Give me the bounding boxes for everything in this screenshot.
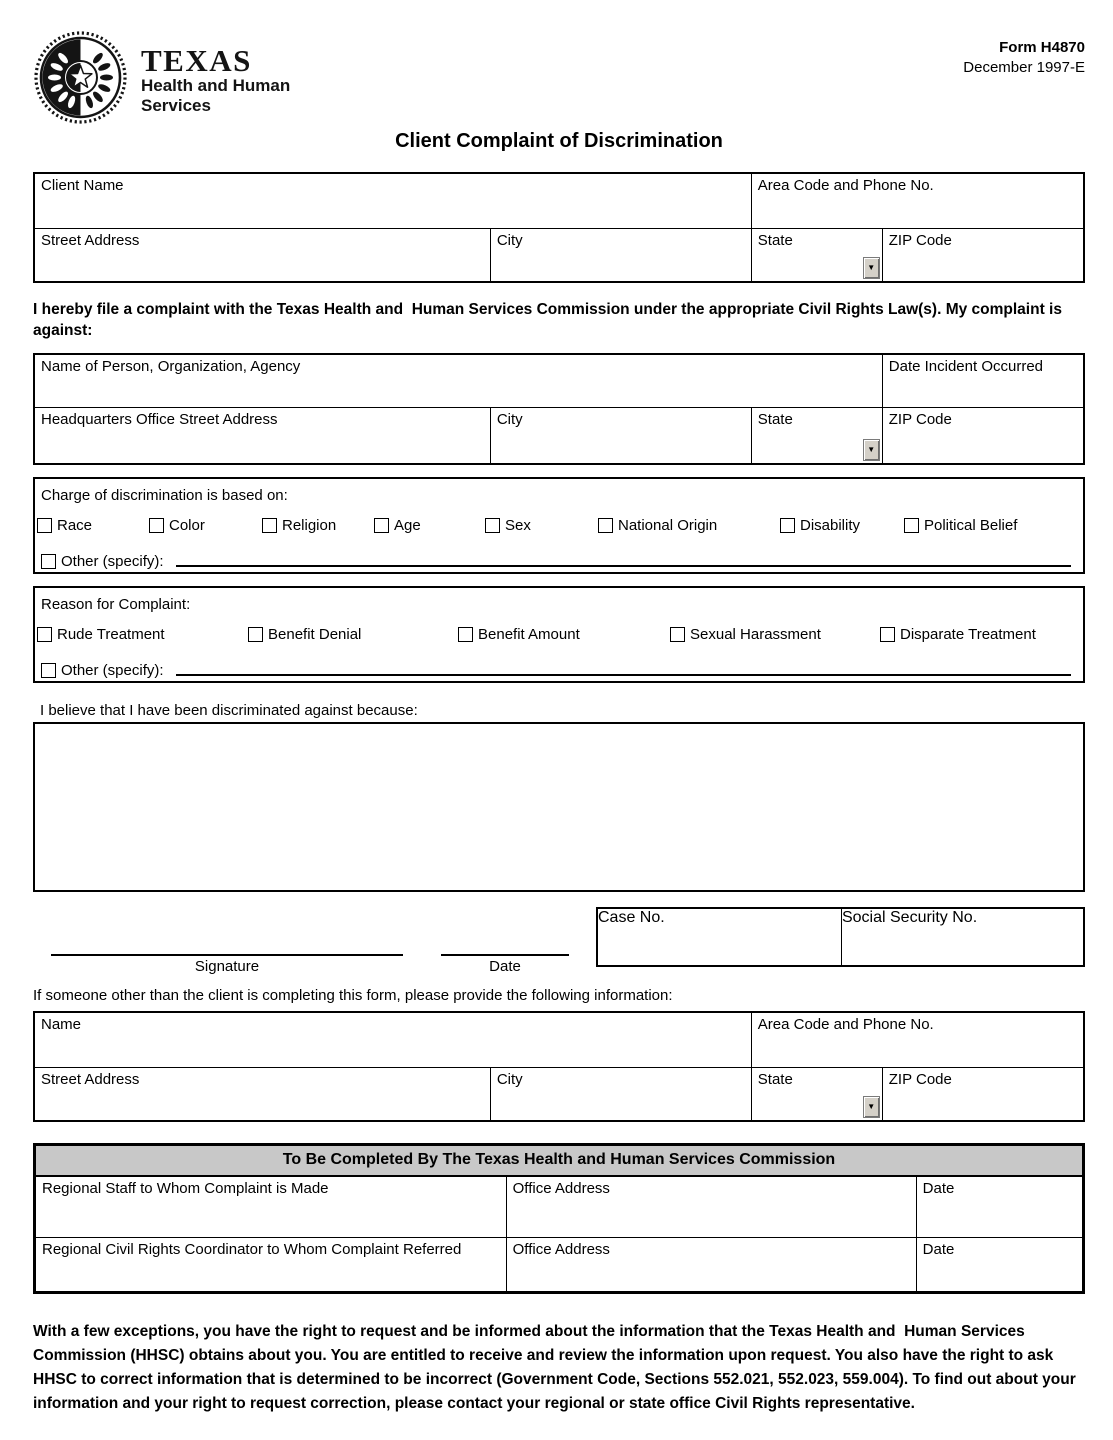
charge-other-label: Other (specify): [61, 553, 164, 571]
preparer-info-table [33, 1011, 1085, 1122]
preparer-state-dropdown-button[interactable] [863, 1096, 880, 1118]
rude-treatment-label: Rude Treatment [57, 625, 165, 643]
preparer-name-label: Name [41, 1015, 82, 1033]
logo-subtext-1: Health and Human [141, 76, 291, 95]
signature-row [33, 902, 1085, 975]
signature-label: Signature [194, 957, 260, 975]
respondent-state-dropdown-button[interactable] [863, 439, 880, 461]
reason-section-title: Reason for Complaint: [41, 595, 191, 613]
office-date-1-label: Date [922, 1179, 955, 1197]
date-block [441, 954, 569, 975]
client-info-table [33, 172, 1085, 283]
office-date-2-field[interactable] [916, 1237, 1082, 1291]
benefit-denial-checkbox[interactable] [248, 627, 263, 642]
religion-checkbox[interactable] [262, 518, 277, 533]
logo-subtext-2: Services [141, 96, 211, 116]
office-date-1-field[interactable] [916, 1177, 1082, 1237]
office-use-header: To Be Completed By The Texas Health and Human Services Commission [36, 1146, 1082, 1177]
form-header [33, 30, 1085, 125]
complaint-statement: I hereby file a complaint with the Texas Health and Human Services Commission under the appropriate Civil Rights Law(s). My complaint is against: [33, 301, 1067, 339]
client-state-dropdown-button[interactable] [863, 257, 880, 279]
reason-other-checkbox[interactable] [41, 663, 56, 678]
privacy-notice: With a few exceptions, you have the right to request and be informed about the information that the Texas Health and Human Services Commission (HHSC) obtains about you. You are entitled to receive and review the information upon request. You also have the right to ask HHSC to correct information that is determined to be incorrect (Government Code, Sections 552.021, 552.023, 559.004). To find out about your information and your right to request correction, please contact your regional or state office Civil Rights representative. [33, 1322, 1081, 1412]
color-checkbox[interactable] [149, 518, 164, 533]
form-meta [963, 30, 1085, 125]
race-label: Race [57, 516, 93, 534]
preparer-zip-field[interactable] [882, 1067, 1083, 1120]
page-title: Client Complaint of Discrimination [395, 130, 723, 152]
date-label: Date [489, 957, 521, 975]
client-zip-label: ZIP Code [888, 232, 952, 249]
preparer-intro: If someone other than the client is completing this form, please provide the following information: [33, 986, 673, 1004]
religion-label: Religion [282, 516, 337, 534]
respondent-street-field[interactable] [35, 407, 490, 463]
age-checkbox[interactable] [374, 518, 389, 533]
case-no-field[interactable] [598, 909, 841, 965]
charge-other-input-line[interactable] [176, 550, 1071, 567]
sex-checkbox[interactable] [485, 518, 500, 533]
reason-other-input-line[interactable] [176, 659, 1071, 676]
rude-treatment-checkbox[interactable] [37, 627, 52, 642]
disparate-treatment-checkbox[interactable] [880, 627, 895, 642]
respondent-zip-label: ZIP Code [888, 410, 952, 428]
reason-section [33, 586, 1085, 683]
date-incident-field[interactable] [882, 355, 1083, 407]
office-address-2-label: Office Address [512, 1240, 610, 1258]
logo-texas-text: TEXAS [141, 43, 252, 78]
charge-section [33, 477, 1085, 574]
respondent-street-label: Headquarters Office Street Address [41, 410, 278, 428]
client-phone-label: Area Code and Phone No. [757, 177, 934, 194]
ssn-field[interactable] [841, 909, 1083, 965]
preparer-city-label: City [496, 1070, 523, 1088]
benefit-denial-label: Benefit Denial [268, 625, 362, 643]
respondent-name-field[interactable] [35, 355, 882, 407]
disparate-treatment-label: Disparate Treatment [900, 625, 1036, 643]
office-use-table [33, 1143, 1085, 1294]
office-address-2-field[interactable] [506, 1237, 916, 1291]
client-state-field[interactable] [751, 228, 882, 281]
statement-textarea[interactable] [33, 722, 1085, 892]
color-label: Color [169, 516, 205, 534]
respondent-name-label: Name of Person, Organization, Agency [41, 357, 301, 375]
office-address-1-field[interactable] [506, 1177, 916, 1237]
client-city-field[interactable] [490, 228, 751, 281]
office-date-2-label: Date [922, 1240, 955, 1258]
charge-section-title: Charge of discrimination is based on: [41, 486, 288, 504]
signature-block [51, 954, 403, 975]
client-name-label: Client Name [41, 177, 124, 194]
client-state-label: State [757, 232, 793, 249]
preparer-phone-field[interactable] [751, 1013, 1083, 1067]
client-name-field[interactable] [35, 174, 751, 228]
disability-label: Disability [800, 516, 861, 534]
reason-other-label: Other (specify): [61, 662, 164, 680]
client-city-label: City [496, 232, 523, 249]
client-phone-field[interactable] [751, 174, 1083, 228]
national-origin-label: National Origin [618, 516, 718, 534]
political-belief-checkbox[interactable] [904, 518, 919, 533]
preparer-city-field[interactable] [490, 1067, 751, 1120]
respondent-zip-field[interactable] [882, 407, 1083, 463]
civil-rights-coordinator-field[interactable] [36, 1237, 506, 1291]
form-date: December 1997-E [963, 59, 1085, 77]
respondent-state-label: State [757, 410, 793, 428]
client-zip-field[interactable] [882, 228, 1083, 281]
case-table [596, 907, 1085, 967]
regional-staff-field[interactable] [36, 1177, 506, 1237]
civil-rights-coordinator-label: Regional Civil Rights Coordinator to Whom Complaint Referred [42, 1240, 462, 1258]
reason-options-row [35, 626, 1083, 646]
office-address-1-label: Office Address [512, 1179, 610, 1197]
preparer-state-field[interactable] [751, 1067, 882, 1120]
sexual-harassment-label: Sexual Harassment [690, 625, 821, 643]
ssn-label: Social Security No. [841, 908, 978, 926]
preparer-name-field[interactable] [35, 1013, 751, 1067]
regional-staff-label: Regional Staff to Whom Complaint is Made [42, 1179, 329, 1197]
benefit-amount-checkbox[interactable] [458, 627, 473, 642]
charge-other-checkbox[interactable] [41, 554, 56, 569]
preparer-state-label: State [757, 1070, 793, 1088]
reason-other-row [35, 659, 1083, 683]
respondent-info-table [33, 353, 1085, 465]
preparer-phone-label: Area Code and Phone No. [757, 1015, 934, 1033]
preparer-zip-label: ZIP Code [888, 1070, 952, 1088]
benefit-amount-label: Benefit Amount [478, 625, 580, 643]
respondent-city-label: City [496, 410, 523, 428]
charge-other-row [35, 550, 1083, 574]
sexual-harassment-checkbox[interactable] [670, 627, 685, 642]
logo-wordmark [141, 30, 290, 125]
national-origin-checkbox[interactable] [598, 518, 613, 533]
form-page [33, 0, 1085, 1416]
texas-hhs-logo [33, 30, 290, 125]
date-incident-label: Date Incident Occurred [888, 357, 1044, 375]
race-checkbox[interactable] [37, 518, 52, 533]
respondent-state-field[interactable] [751, 407, 882, 463]
case-no-label: Case No. [598, 908, 665, 926]
chevron-down-icon: ▼ [867, 444, 876, 454]
age-label: Age [394, 516, 421, 534]
client-street-field[interactable] [35, 228, 490, 281]
form-number: Form H4870 [999, 39, 1085, 56]
political-belief-label: Political Belief [924, 516, 1018, 534]
statement-label: I believe that I have been discriminated against because: [40, 701, 418, 719]
charge-options-row [35, 517, 1083, 537]
disability-checkbox[interactable] [780, 518, 795, 533]
preparer-street-label: Street Address [41, 1070, 140, 1088]
chevron-down-icon: ▼ [867, 1101, 876, 1111]
sex-label: Sex [505, 516, 531, 534]
chevron-down-icon: ▼ [867, 263, 876, 272]
respondent-city-field[interactable] [490, 407, 751, 463]
preparer-street-field[interactable] [35, 1067, 490, 1120]
texas-seal-icon [33, 30, 128, 125]
client-street-label: Street Address [41, 232, 140, 249]
